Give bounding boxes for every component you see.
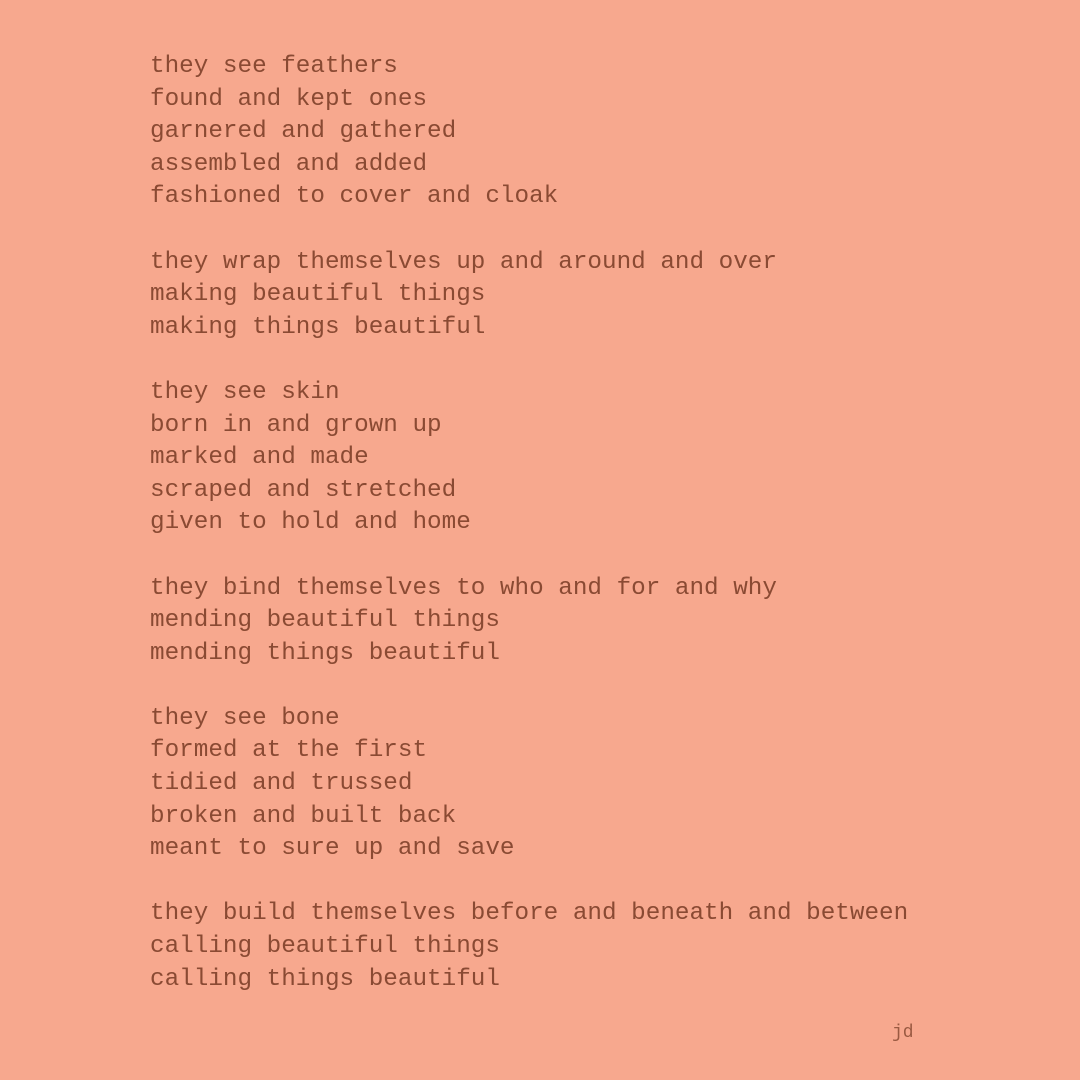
signature: jd	[892, 1023, 914, 1043]
stanza-feathers	[150, 51, 1030, 214]
poem-line: they wrap themselves up and around and over	[150, 248, 777, 276]
stanza-skin	[150, 377, 1030, 540]
stanza-build	[150, 898, 1030, 996]
poem-line: making beautiful things	[150, 281, 486, 309]
stanza-bind	[150, 573, 1030, 671]
poem-line: meant to sure up and save	[150, 835, 515, 863]
poem-line: they see feathers	[150, 53, 398, 80]
stanza-bone	[150, 703, 1030, 866]
poem-line: scraped and stretched	[150, 476, 457, 504]
poem-line: they see bone	[150, 704, 340, 732]
poem-line: garnered and gathered	[150, 118, 457, 146]
poem-line: tidied and trussed	[150, 770, 413, 798]
poem-line: assembled and added	[150, 150, 428, 178]
poem-line: mending beautiful things	[150, 607, 500, 635]
poem-line: broken and built back	[150, 802, 457, 830]
poem-line: calling things beautiful	[150, 965, 500, 993]
poem-line: born in and grown up	[150, 411, 442, 439]
poem	[150, 51, 1030, 996]
poem-line: found and kept ones	[150, 85, 428, 113]
poem-line: marked and made	[150, 444, 369, 472]
poem-line: given to hold and home	[150, 509, 471, 537]
stanza-wrap	[150, 247, 1030, 345]
poem-line: they see skin	[150, 378, 340, 406]
poem-line: they build themselves before and beneath and between	[150, 900, 909, 928]
poem-line: formed at the first	[150, 737, 428, 765]
poem-line: they bind themselves to who and for and why	[150, 574, 777, 602]
poem-line: fashioned to cover and cloak	[150, 183, 559, 211]
poem-line: making things beautiful	[150, 313, 486, 341]
poem-line: mending things beautiful	[150, 639, 500, 667]
poem-line: calling beautiful things	[150, 933, 500, 961]
